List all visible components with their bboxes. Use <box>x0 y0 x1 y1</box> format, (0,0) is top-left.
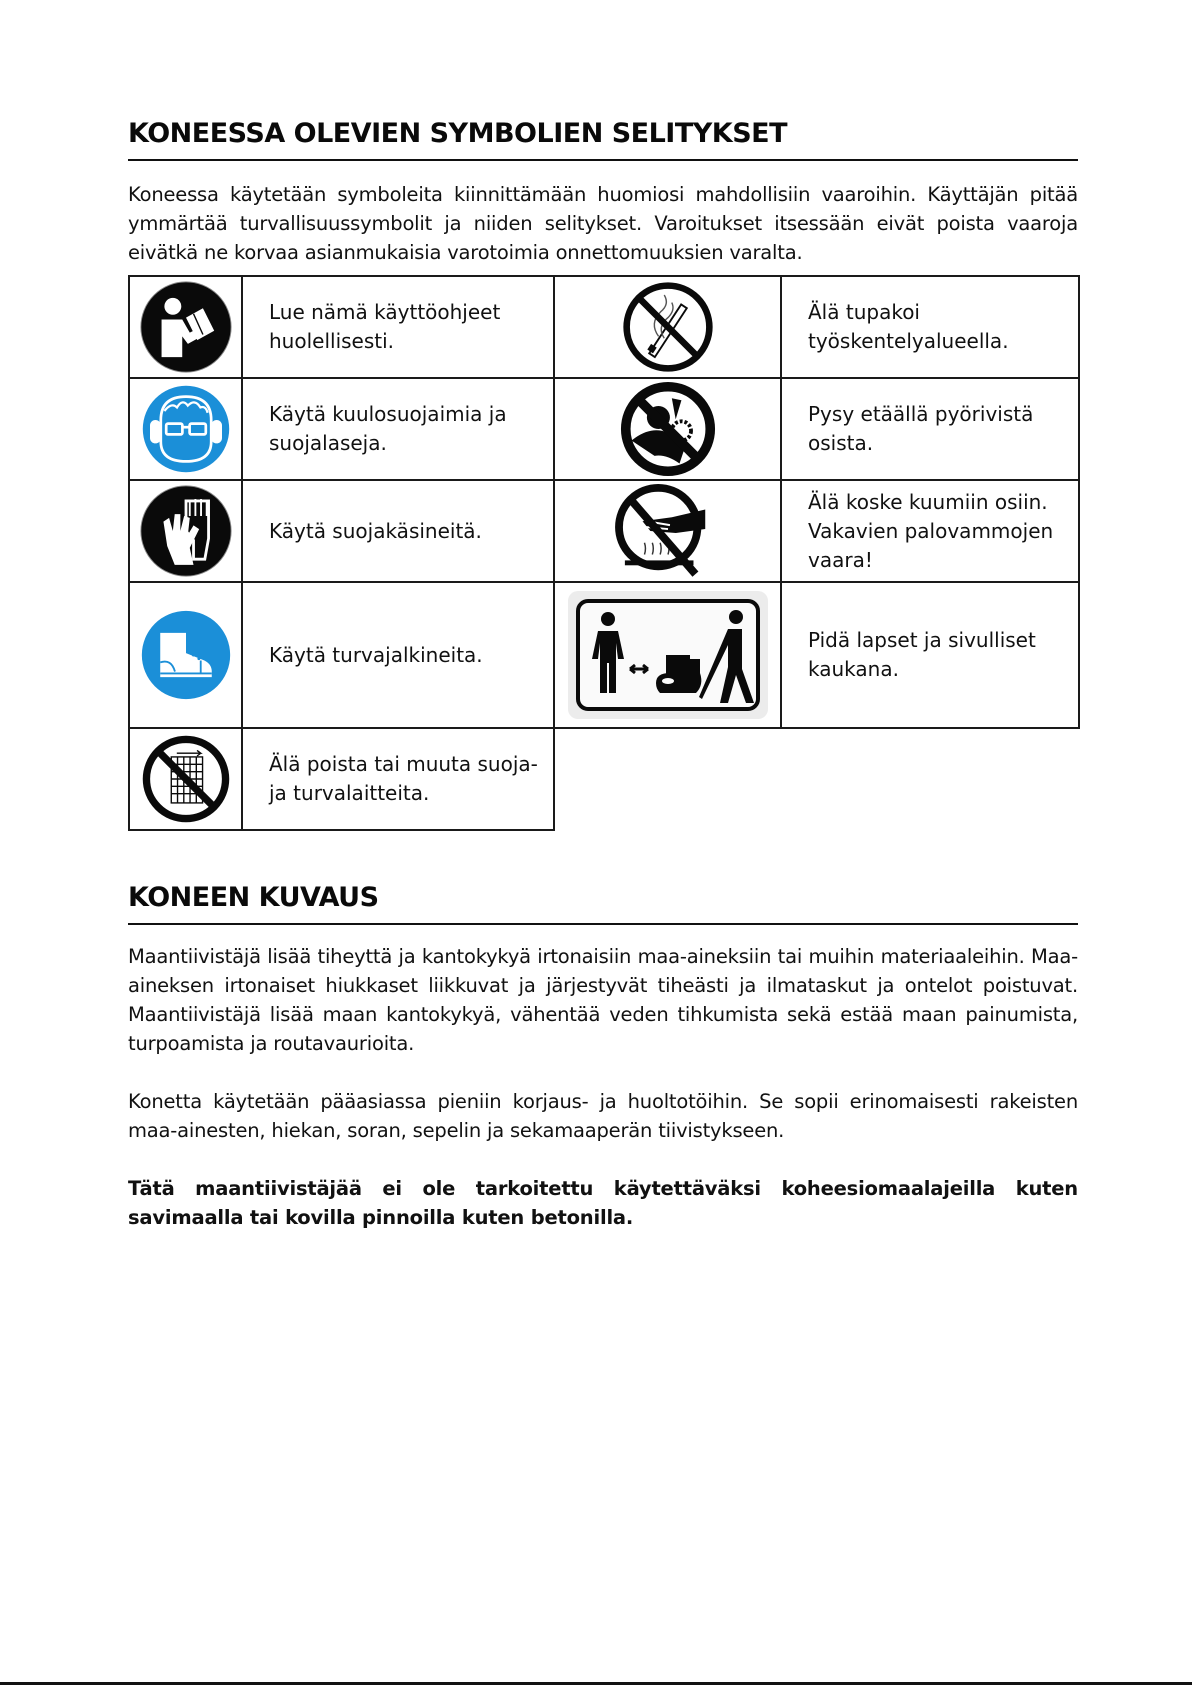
symbols-table <box>128 275 1080 831</box>
rotating-parts-warning-icon <box>554 378 781 480</box>
read-manual-icon <box>129 276 242 378</box>
section-divider <box>128 923 1078 925</box>
no-smoking-icon <box>554 276 781 378</box>
safety-boots-icon <box>129 582 242 728</box>
hot-surface-warning-icon <box>554 480 781 582</box>
table-row <box>129 276 1079 378</box>
protective-gloves-icon <box>129 480 242 582</box>
table-row <box>129 378 1079 480</box>
symbol-description: Älä koske kuumiin osiin. Vakavien palovammojen vaara! <box>781 480 1079 582</box>
description-paragraph-1: Maantiivistäjä lisää tiheyttä ja kantokykyä irtonaisiin maa-aineksiin tai muihin materiaaleihin. Maa-aineksen irtonaiset hiukkaset liikkuvat ja järjestyvät tiheästi ja ilmataskut ja ontelot poistuvat. Maantiivistäjä lisää maan kantokykyä, vähentää veden tihkumista sekä estää maan painumista, turpoamista ja routavaurioita. <box>128 945 1078 1055</box>
section-title-symbols: KONEESSA OLEVIEN SYMBOLIEN SELITYKSET <box>128 118 788 149</box>
description-paragraph-2: Konetta käytetään pääasiassa pieniin korjaus- ja huoltotöihin. Se sopii erinomaisesti rakeisten maa-ainesten, hiekan, soran, sepelin ja sekamaaperän tiivistykseen. <box>128 1090 1078 1142</box>
section-title-machine-description: KONEEN KUVAUS <box>128 882 379 913</box>
keep-bystanders-away-icon <box>554 582 781 728</box>
symbol-description: Pidä lapset ja sivulliset kaukana. <box>781 582 1079 728</box>
symbol-description: Pysy etäällä pyörivistä osista. <box>781 378 1079 480</box>
symbols-intro-paragraph: Koneessa käytetään symboleita kiinnittämään huomiosi mahdollisiin vaaroihin. Käyttäjän pitää ymmärtää turvallisuussymbolit ja niiden selitykset. Varoitukset itsessään eivät poista vaaroja eivätkä ne korvaa asianmukaisia varotoimia onnettomuuksien varalta. <box>128 183 1078 264</box>
usage-warning-paragraph: Tätä maantiivistäjää ei ole tarkoitettu käytettäväksi koheesiomaalajeilla kuten savimaalla tai kovilla pinnoilla kuten betonilla. <box>128 1177 1078 1229</box>
symbol-description: Älä poista tai muuta suoja- ja turvalaitteita. <box>242 728 554 830</box>
symbol-description: Käytä suojakäsineitä. <box>242 480 554 582</box>
symbol-description: Lue nämä käyttöohjeet huolellisesti. <box>242 276 554 378</box>
section-divider <box>128 159 1078 161</box>
ear-eye-protection-icon <box>129 378 242 480</box>
symbol-description: Käytä turvajalkineita. <box>242 582 554 728</box>
table-row <box>129 582 1079 728</box>
symbol-description: Käytä kuulosuojaimia ja suojalaseja. <box>242 378 554 480</box>
empty-cell <box>554 728 1079 830</box>
symbol-description: Älä tupakoi työskentelyalueella. <box>781 276 1079 378</box>
table-row <box>129 480 1079 582</box>
do-not-remove-guards-icon <box>129 728 242 830</box>
table-row <box>129 728 1079 830</box>
